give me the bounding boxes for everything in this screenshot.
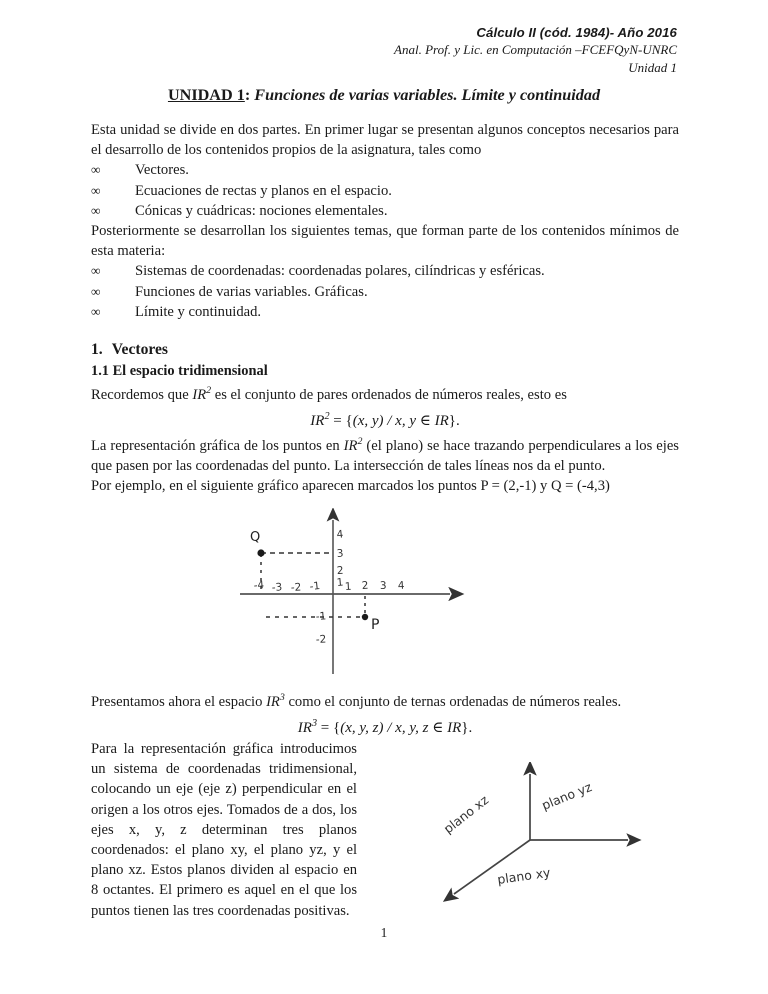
paragraph-recordemos — [91, 381, 679, 405]
title-colon: : — [244, 86, 251, 104]
list-item-label: Sistemas de coordenadas: coordenadas polares, cilíndricas y esféricas. — [135, 263, 545, 280]
infinity-bullet-icon: ∞ — [91, 182, 101, 198]
symbol-ir3: $IR^3$ — [266, 692, 285, 710]
paragraph-ejemplo: Por ejemplo, en el siguiente gráfico aparecen marcados los puntos P = (2,-1) y Q = (-4,3) — [91, 478, 610, 495]
title-subject: Funciones de varias variables. Límite y continuidad — [254, 86, 601, 104]
formula-ir2-equals: = — [329, 413, 346, 430]
y-tick-3: 3 — [336, 547, 344, 560]
paragraph-3d-coordinates-wrap — [91, 739, 357, 921]
infinity-bullet-icon: ∞ — [91, 283, 101, 299]
main-content — [91, 120, 679, 497]
list-item-label: Cónicas y cuádricas: nociones elementales. — [135, 202, 388, 219]
y-tick-2: 2 — [336, 564, 344, 577]
label-plano-yz: plano yz — [539, 779, 594, 813]
formula-ir2 — [91, 406, 679, 432]
list-item-label: Funciones de varias variables. Gráficas. — [135, 283, 368, 300]
paragraph-recordemos-part-a: Recordemos que — [91, 386, 193, 403]
x-tick--4: -4 — [253, 579, 265, 592]
list-item — [91, 261, 679, 281]
title-unit-label: UNIDAD 1 — [167, 86, 245, 104]
list-item — [91, 201, 679, 221]
x-tick-2: 2 — [361, 579, 369, 592]
page-number: 1 — [380, 925, 388, 940]
x-tick--2: -2 — [290, 581, 302, 594]
header-program-line: Anal. Prof. y Lic. en Computación –FCEFQyN-UNRC — [394, 42, 677, 58]
list-item — [91, 181, 679, 201]
list-item — [91, 282, 679, 302]
formula-ir3-open-brace: { — [333, 720, 341, 737]
cartesian-plane-svg — [228, 508, 468, 686]
y-tick--1: -1 — [315, 610, 327, 623]
symbol-ir2: $IR^2$ — [343, 436, 363, 454]
paragraph-recordemos-part-b: es el conjunto de pares ordenados de números reales, esto es — [211, 386, 567, 403]
x-tick-3: 3 — [379, 579, 387, 592]
section-heading-vectores — [91, 339, 679, 361]
list-item — [91, 160, 679, 180]
x-tick-4: 4 — [397, 579, 405, 592]
document-header — [91, 24, 677, 77]
section-title: Vectores — [111, 341, 168, 359]
figure-3d-axes — [432, 762, 682, 912]
section-number: 1. — [91, 341, 103, 359]
formula-ir3-period: . — [468, 720, 473, 737]
x-tick--1: -1 — [309, 579, 321, 593]
y-tick-4: 4 — [336, 528, 344, 541]
x-axis-line — [454, 840, 530, 894]
formula-ir2-lhs: $IR^2$ — [310, 411, 330, 430]
paragraph-presentamos-part-a: Presentamos ahora el espacio — [91, 693, 267, 710]
point-P-marker — [362, 614, 368, 620]
paragraph-representacion — [91, 432, 679, 476]
label-plano-xy: plano xy — [496, 864, 552, 887]
y-tick--2: -2 — [315, 633, 327, 646]
list-item-label: Vectores. — [135, 162, 189, 179]
page-title — [91, 86, 677, 105]
header-course-line: Cálculo II (cód. 1984)- Año 2016 — [476, 25, 677, 40]
label-plano-xz: plano xz — [440, 792, 492, 837]
intro-paragraph-1: Esta unidad se divide en dos partes. En primer lugar se presentan algunos conceptos necesarios para el desarrollo de los contenidos propios de la asignatura, tales como — [91, 122, 679, 159]
formula-ir2-close-brace: } — [448, 413, 456, 430]
formula-ir2-period: . — [455, 413, 460, 430]
formula-ir2-open-brace: { — [345, 413, 353, 430]
figure-cartesian-plane — [0, 508, 768, 686]
subsection-heading-espacio-tridimensional: 1.1 El espacio tridimensional — [91, 363, 268, 380]
paragraph-representacion-part-a: La representación gráfica de los puntos en — [91, 437, 344, 454]
point-Q-marker — [257, 549, 264, 556]
point-P-label: P — [371, 617, 380, 633]
list-item — [91, 302, 679, 322]
infinity-bullet-icon: ∞ — [91, 162, 101, 178]
symbol-ir2: $IR^2$ — [192, 385, 212, 403]
formula-ir3-close-brace: } — [461, 720, 469, 737]
list-item-label: Ecuaciones de rectas y planos en el espacio. — [135, 182, 392, 199]
formula-ir3-lhs: $IR^3$ — [297, 718, 318, 737]
header-unit-line: Unidad 1 — [628, 60, 677, 76]
intro-paragraph-2: Posteriormente se desarrollan los siguientes temas, que forman parte de los contenidos mínimos de esta materia: — [91, 223, 679, 260]
infinity-bullet-icon: ∞ — [91, 303, 101, 319]
infinity-bullet-icon: ∞ — [91, 263, 101, 279]
formula-ir3-body: (x, y, z) / x, y, z ∈ IR — [340, 720, 462, 737]
paragraph-presentamos-part-b: como el conjunto de ternas ordenadas de números reales. — [284, 693, 622, 710]
point-Q-label: Q — [250, 530, 261, 545]
formula-ir2-body: (x, y) / x, y ∈ IR — [352, 413, 449, 430]
x-tick-1: 1 — [344, 580, 352, 593]
formula-ir3-equals: = — [317, 720, 333, 737]
axes-3d-svg — [432, 762, 682, 912]
formula-ir3 — [91, 713, 679, 739]
paragraph-3d-coordinates: Para la representación gráfica introducimos un sistema de coordenadas tridimensional, colocando un eje (eje z) perpendicular en el origen a los otros ejes. Tomados de a dos, los ejes x, y, z determinan tres planos coordenados: el plano xy, el plano yz, y el plano xz. Estos planos dividen al espacio en 8 octantes. El primero es aquel en el que los puntos tienen las tres coordenadas positivas. — [91, 741, 357, 919]
list-item-label: Límite y continuidad. — [135, 303, 262, 320]
infinity-bullet-icon: ∞ — [91, 202, 101, 218]
x-tick--3: -3 — [271, 581, 283, 594]
x-tick-labels — [253, 579, 405, 594]
y-tick-1: 1 — [336, 576, 344, 589]
paragraph-presentamos — [91, 688, 679, 712]
paragraph-representacion-part-b: (el plano) se hace trazando perpendiculares a los ejes que pasen por las coordenadas del punto. La intersección de tales líneas nos da el punto. — [91, 437, 679, 475]
